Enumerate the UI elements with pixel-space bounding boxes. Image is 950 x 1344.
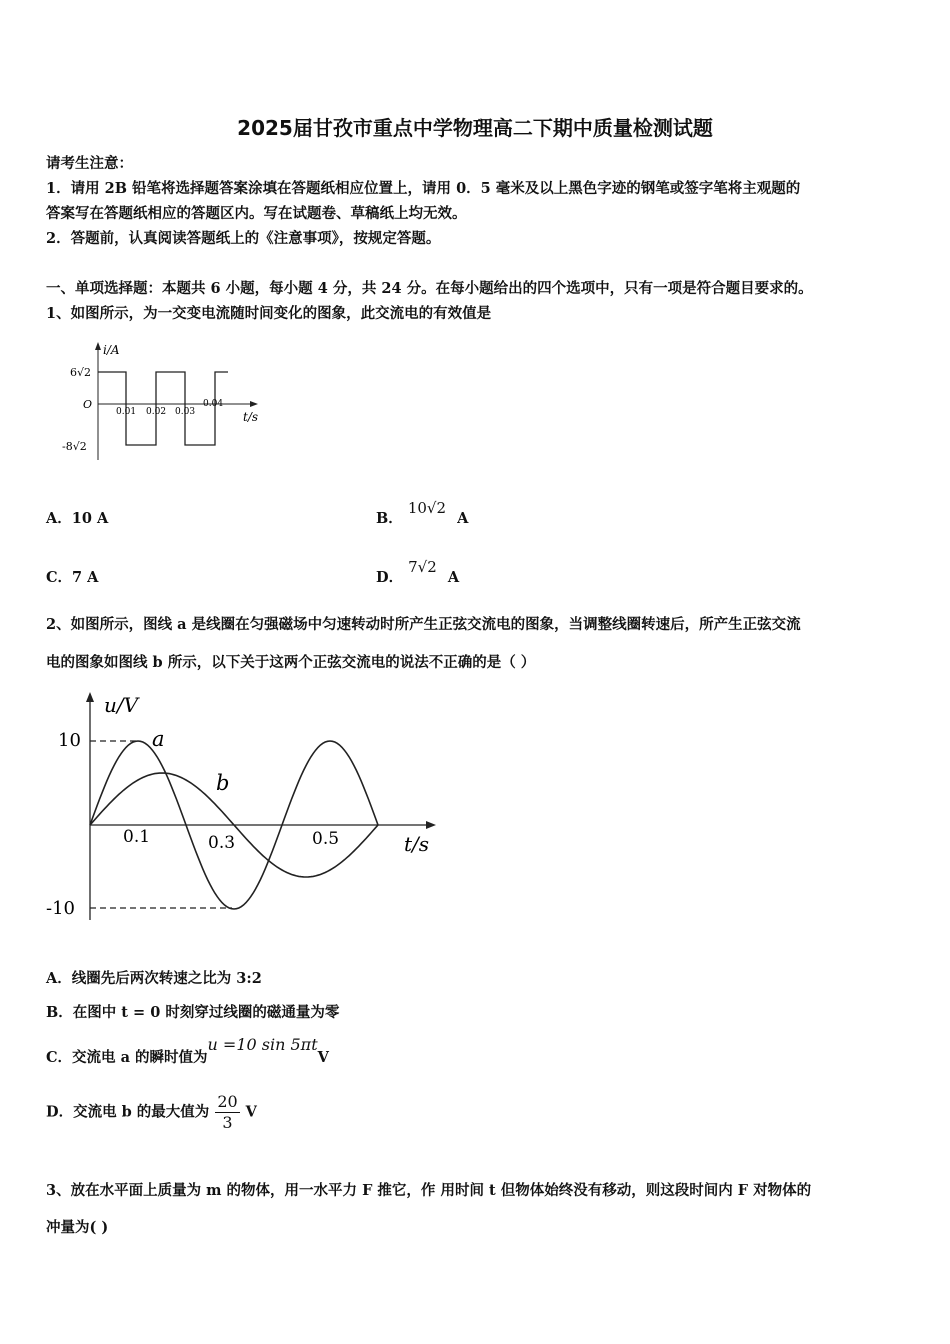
q2-option-d[interactable] bbox=[46, 1092, 257, 1133]
q1-y-top-label: 6√2 bbox=[70, 366, 92, 379]
notice-heading: 请考生注意： bbox=[46, 155, 133, 172]
q1-x-label: t/s bbox=[243, 410, 259, 424]
q2-option-d-unit: V bbox=[245, 1103, 257, 1121]
q3-stem-line-1: 3、放在水平面上质量为 m 的物体，用一水平力 F 推它，作 用时间 t 但物体始终没有移动，则这段时间内 F 对物体的 bbox=[46, 1182, 812, 1199]
q2-tick-2: 0.3 bbox=[208, 833, 236, 853]
q2-option-c-unit: V bbox=[317, 1049, 329, 1066]
q1-option-a[interactable] bbox=[46, 507, 108, 528]
q1-tick-1: 0.01 bbox=[116, 407, 137, 417]
q2-option-d-numerator: 20 bbox=[217, 1092, 238, 1111]
q2-tick-3: 0.5 bbox=[312, 829, 340, 849]
q2-x-label: t/s bbox=[404, 832, 430, 856]
q1-option-d-label: D． bbox=[376, 569, 404, 586]
q1-origin: O bbox=[83, 398, 93, 411]
page-title: 2025届甘孜市重点中学物理高二下期中质量检测试题 bbox=[237, 116, 713, 140]
q2-option-c-math: u =10 sin 5πt bbox=[207, 1035, 318, 1054]
q1-tick-4: 0.04 bbox=[203, 399, 224, 409]
q2-y-label: u/V bbox=[104, 693, 139, 717]
q1-y-label: i/A bbox=[103, 343, 120, 357]
q1-option-d[interactable] bbox=[376, 556, 460, 586]
notice-line-1: 1．请用 2B 铅笔将选择题答案涂填在答题纸相应位置上，请用 0．5 毫米及以上黑色字迹的钢笔或签字笔将主观题的 bbox=[46, 180, 801, 197]
q2-option-b[interactable]: B．在图中 t = 0 时刻穿过线圈的磁通量为零 bbox=[46, 1004, 340, 1021]
q1-option-b-unit: A bbox=[457, 510, 469, 527]
q1-tick-2: 0.02 bbox=[146, 407, 167, 417]
q2-stem-line-1: 2、如图所示，图线 a 是线圈在匀强磁场中匀速转动时所产生正弦交流电的图象，当调整线圈转速后，所产生正弦交流 bbox=[46, 616, 801, 633]
q2-option-c-text: C．交流电 a 的瞬时值为 bbox=[46, 1049, 208, 1066]
q1-option-d-unit: A bbox=[447, 569, 460, 586]
q1-option-c-label: C． bbox=[46, 569, 73, 586]
q1-option-a-label: A． bbox=[46, 510, 72, 527]
q1-option-b-math: 10√2 bbox=[407, 499, 447, 517]
q1-option-a-text: 10 A bbox=[71, 510, 109, 527]
q1-y-bottom-label: -8√2 bbox=[62, 440, 87, 453]
q2-x-arrow bbox=[426, 821, 436, 829]
q1-option-b-label: B． bbox=[376, 510, 403, 527]
q2-tick-1: 0.1 bbox=[123, 827, 151, 847]
q1-y-arrow bbox=[95, 342, 101, 350]
q2-option-d-denominator: 3 bbox=[222, 1113, 233, 1132]
q2-y-top-label: 10 bbox=[58, 730, 81, 751]
q2-curve-a-label: a bbox=[152, 727, 165, 751]
q1-stem: 1、如图所示，为一交变电流随时间变化的图象，此交流电的有效值是 bbox=[46, 305, 492, 322]
section-heading: 一、单项选择题：本题共 6 小题，每小题 4 分，共 24 分。在每小题给出的四个选项中，只有一项是符合题目要求的。 bbox=[46, 280, 813, 297]
q2-option-c[interactable] bbox=[46, 1034, 329, 1066]
q1-option-c[interactable] bbox=[46, 566, 98, 587]
q2-y-arrow bbox=[86, 692, 94, 702]
q2-option-d-text: D．交流电 b 的最大值为 bbox=[46, 1103, 210, 1121]
q1-option-d-math: 7√2 bbox=[408, 558, 437, 576]
notice-line-2: 答案写在答题纸相应的答题区内。写在试题卷、草稿纸上均无效。 bbox=[46, 205, 467, 222]
q1-tick-3: 0.03 bbox=[175, 407, 196, 417]
q2-stem-line-2: 电的图象如图线 b 所示，以下关于这两个正弦交流电的说法不正确的是（ ） bbox=[46, 654, 536, 671]
q1-x-arrow bbox=[250, 401, 258, 407]
q1-option-c-text: 7 A bbox=[72, 569, 99, 586]
q2-voltage-graph bbox=[40, 688, 450, 928]
q2-option-a[interactable]: A．线圈先后两次转速之比为 3:2 bbox=[46, 970, 262, 987]
q2-option-d-fraction bbox=[215, 1092, 239, 1133]
q2-y-bottom-label: -10 bbox=[46, 898, 75, 919]
q3-stem-line-2: 冲量为( ) bbox=[46, 1219, 109, 1236]
q1-current-graph bbox=[58, 338, 268, 466]
q1-option-b[interactable] bbox=[376, 497, 469, 527]
notice-line-3: 2．答题前，认真阅读答题纸上的《注意事项》，按规定答题。 bbox=[46, 230, 441, 247]
q2-curve-b-label: b bbox=[216, 771, 230, 795]
